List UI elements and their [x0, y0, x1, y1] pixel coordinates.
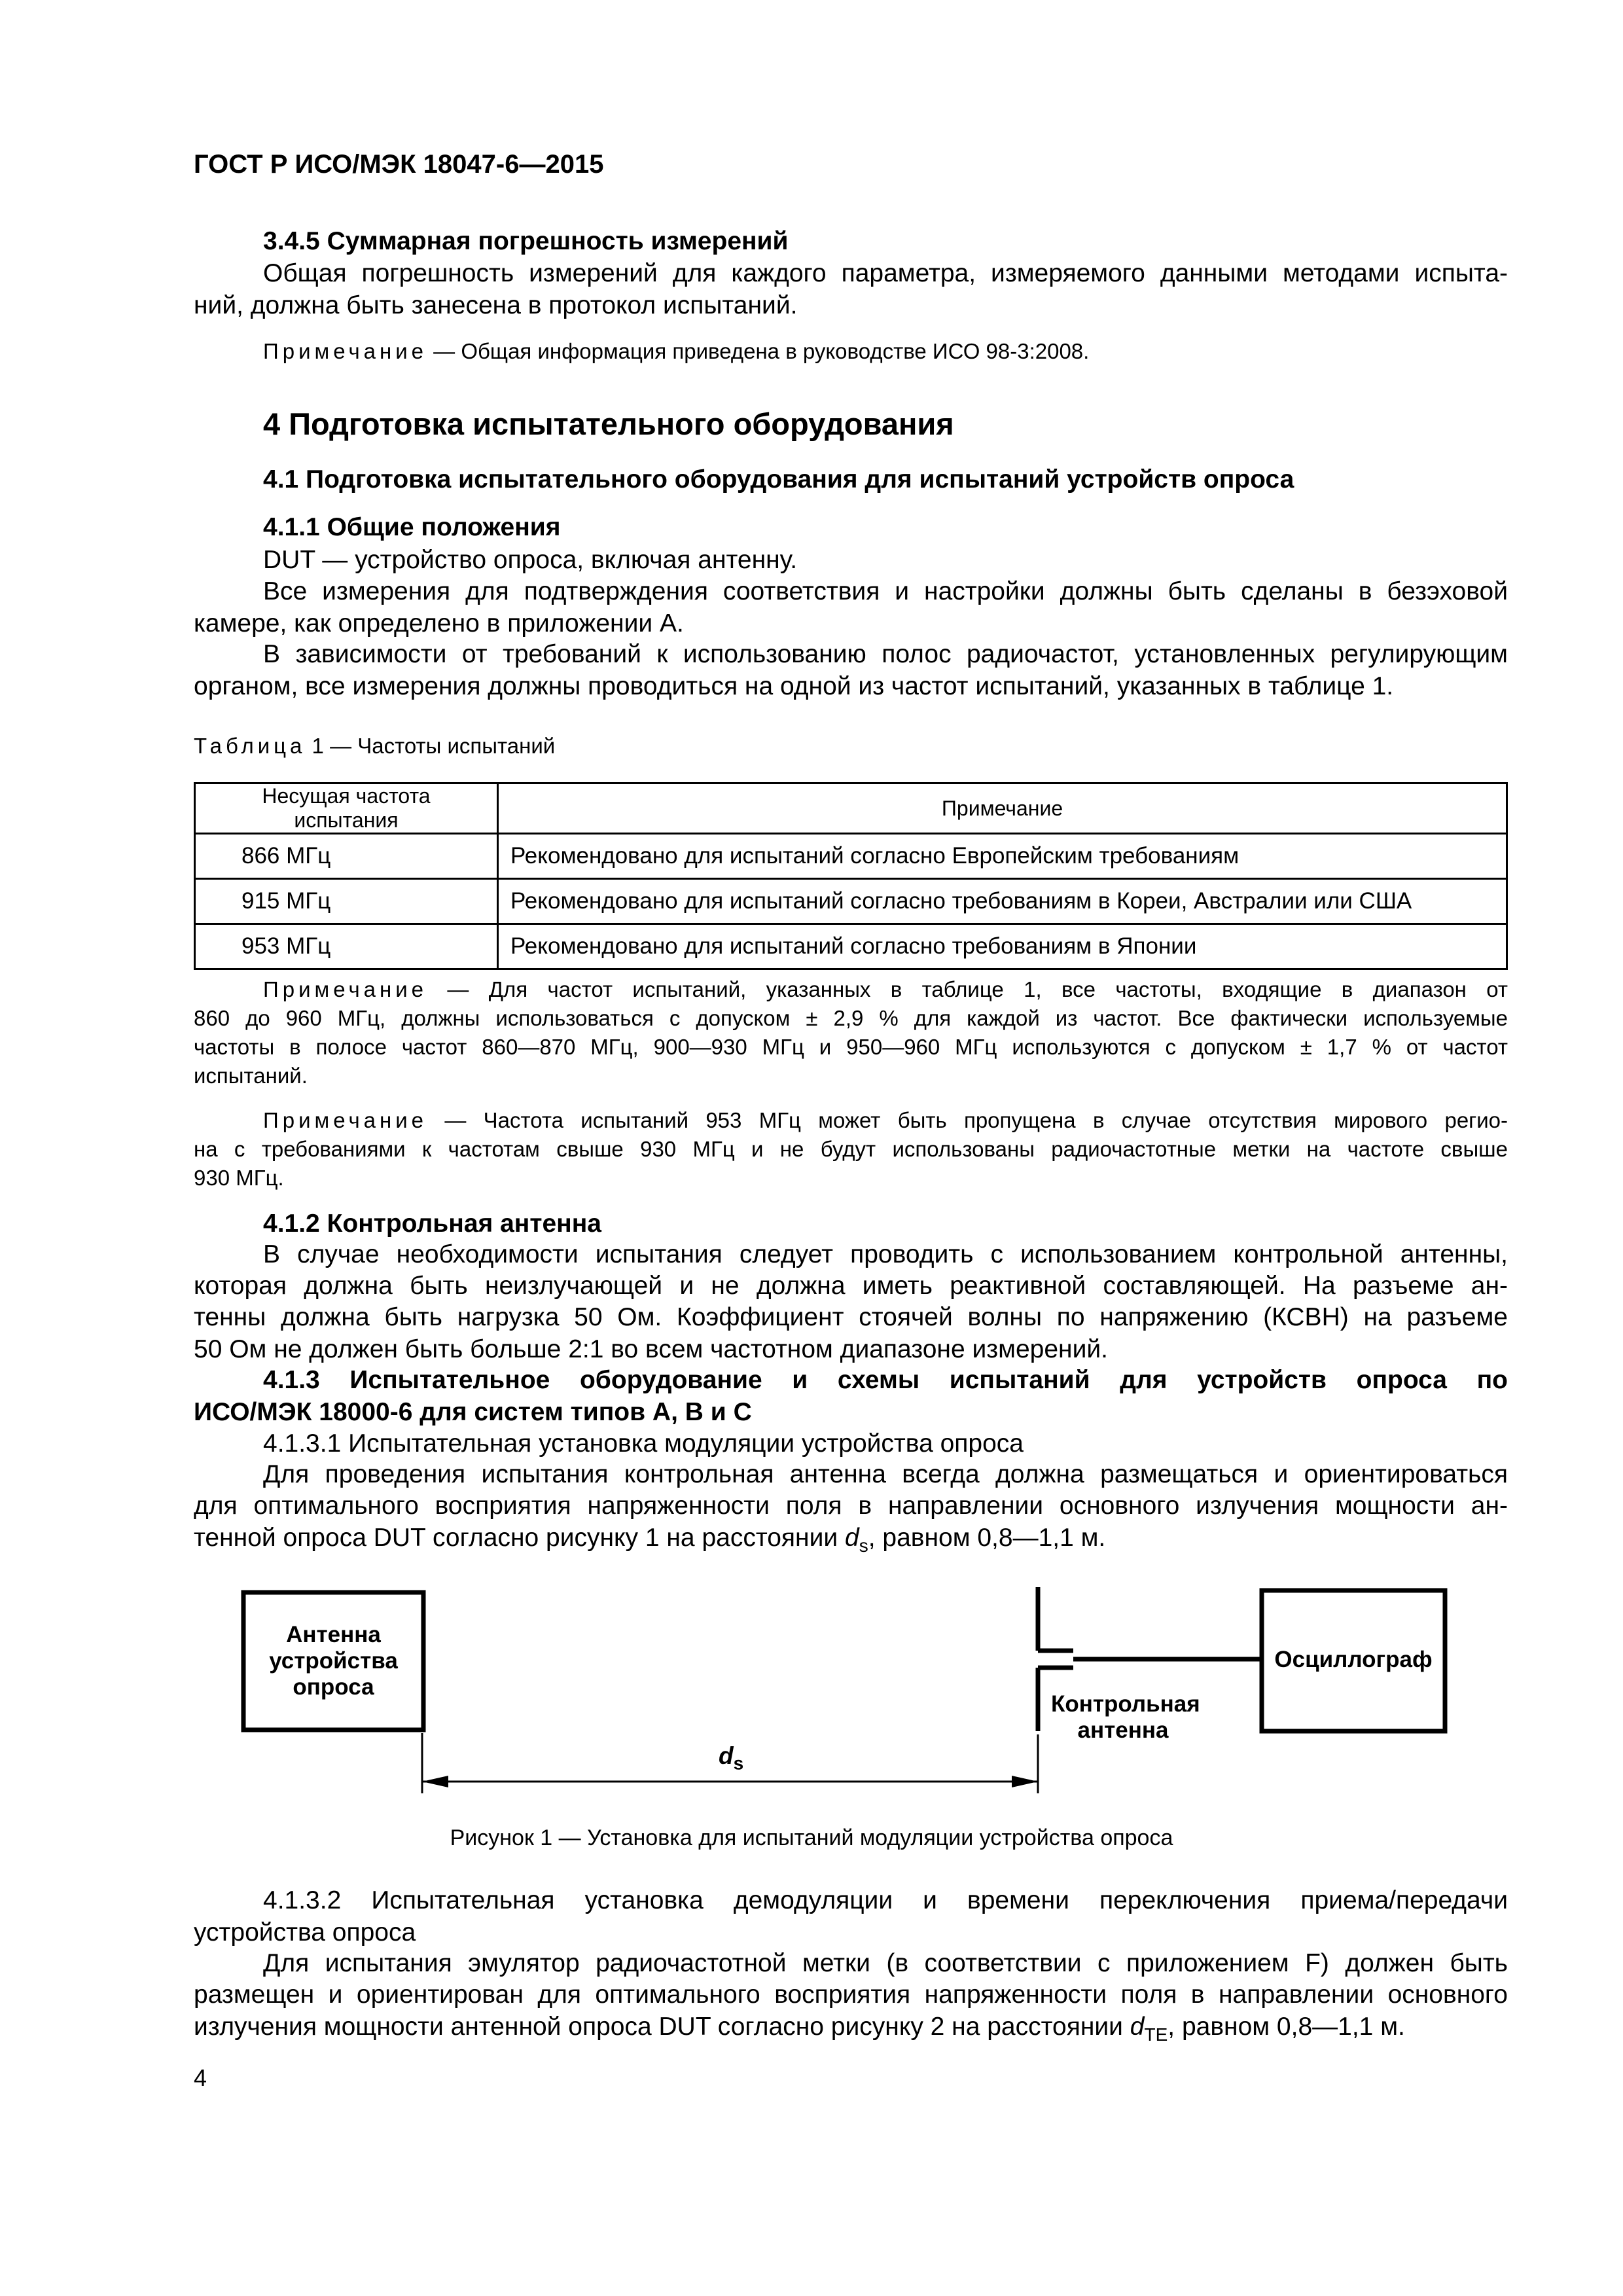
section-4-heading: 4 Подготовка испытательного оборудования — [263, 406, 954, 441]
distance-subscript: s — [733, 1753, 744, 1774]
note-label: Примечание — [263, 339, 428, 363]
text-run: излучения мощности антенной опроса DUT согласно рисунку 2 на расстоянии — [194, 2013, 1130, 2041]
oscilloscope-label: Осциллограф — [1274, 1647, 1433, 1672]
section-4-1-heading: 4.1 Подготовка испытательного оборудования для испытаний устройств опроса — [263, 465, 1294, 493]
paragraph-line: DUT — устройство опроса, включая антенну. — [263, 546, 798, 574]
label-line: Контрольная — [1051, 1691, 1200, 1717]
paragraph-line: В зависимости от требований к использованию полос радиочастот, установленных регулирующим — [263, 640, 1508, 668]
section-3-4-5-heading: 3.4.5 Суммарная погрешность измерений — [263, 227, 789, 255]
paragraph-line: В случае необходимости испытания следует проводить с использованием контрольной антенны, — [263, 1240, 1508, 1268]
paragraph-line: Все измерения для подтверждения соответствия и настройки должны быть сделаны в безэховой — [263, 577, 1508, 605]
paragraph-line: ний, должна быть занесена в протокол испытаний. — [194, 291, 798, 319]
note-text: — Общая информация приведена в руководстве ИСО 98-3:2008. — [427, 339, 1090, 363]
table-cell: 953 МГц — [195, 924, 498, 969]
paragraph-line: камере, как определено в приложении А. — [194, 609, 684, 637]
section-4-1-3-1-heading: 4.1.3.1 Испытательная установка модуляции устройства опроса — [263, 1429, 1024, 1458]
note-label: Примечание — [263, 977, 428, 1001]
paragraph-line: 50 Ом не должен быть больше 2:1 во всем частотном диапазоне измерений. — [194, 1335, 1108, 1363]
table-caption-label: Таблица — [194, 734, 306, 758]
note-label: Примечание — [263, 1108, 428, 1132]
paragraph-line: Для проведения испытания контрольная антенна всегда должна размещаться и ориентироваться — [263, 1460, 1508, 1488]
table-cell: Рекомендовано для испытаний согласно Европейским требованиям — [498, 834, 1507, 879]
paragraph-line: для оптимального восприятия напряженности поля в направлении основного излучения мощности ан- — [194, 1492, 1508, 1520]
interrogator-antenna-label — [250, 1622, 417, 1700]
note-text: — Для частот испытаний, указанных в таблице 1, все частоты, входящие в диапазон от — [427, 977, 1508, 1001]
distance-variable: d — [719, 1742, 734, 1769]
reference-antenna-label — [1051, 1691, 1200, 1744]
section-4-1-3-2-heading: 4.1.3.2 Испытательная установка демодуляции и времени переключения приема/передачи — [263, 1886, 1508, 1914]
distance-subscript: s — [859, 1535, 868, 1556]
section-4-1-3-heading: 4.1.3 Испытательное оборудование и схемы испытаний для устройств опроса по — [263, 1366, 1508, 1394]
note-text: — Частота испытаний 953 МГц может быть пропущена в случае отсутствия мирового регио- — [427, 1108, 1508, 1132]
table-cell: Рекомендовано для испытаний согласно требованиям в Кореи, Австралии или США — [498, 879, 1507, 924]
distance-variable: d — [1130, 2013, 1145, 2041]
note-1-line: испытаний. — [194, 1064, 308, 1088]
note-2-line: 930 МГц. — [194, 1166, 284, 1190]
table-cell: 866 МГц — [195, 834, 498, 879]
paragraph-line: Общая погрешность измерений для каждого параметра, измеряемого данными методами испыта- — [263, 259, 1508, 287]
section-4-1-3-2-heading-cont: устройства опроса — [194, 1918, 416, 1946]
label-line: опроса — [293, 1674, 374, 1700]
paragraph-line: которая должна быть неизлучающей и не должна иметь реактивной составляющей. На разъеме ан- — [194, 1272, 1508, 1300]
paragraph-line: размещен и ориентирован для оптимального восприятия напряженности поля в направлении основного — [194, 1981, 1508, 2009]
distance-subscript: TE — [1144, 2024, 1168, 2045]
document-header: ГОСТ Р ИСО/МЭК 18047-6—2015 — [194, 150, 604, 179]
note-1-line: частоты в полосе частот 860—870 МГц, 900—930 МГц и 950—960 МГц используются с допуском ± 1,7 % от частот — [194, 1035, 1508, 1059]
text-run: тенной опроса DUT согласно рисунку 1 на расстоянии — [194, 1524, 845, 1552]
table-header-cell: Несущая частота испытания — [195, 783, 498, 834]
text-run: , равном 0,8—1,1 м. — [868, 1524, 1106, 1552]
note-2-line: на с требованиями к частотам свыше 930 МГц и не будут использованы радиочастотные метки на частоте свыше — [194, 1137, 1508, 1161]
label-line: Антенна — [286, 1622, 381, 1647]
section-4-1-2-heading: 4.1.2 Контрольная антенна — [263, 1210, 601, 1238]
arrow-right-icon — [1012, 1776, 1038, 1787]
paragraph-line: тенны должна быть нагрузка 50 Ом. Коэффициент стоячей волны по напряжению (КСВН) на разъеме — [194, 1303, 1508, 1331]
section-4-1-1-heading: 4.1.1 Общие положения — [263, 513, 561, 541]
figure-caption: Рисунок 1 — Установка для испытаний модуляции устройства опроса — [450, 1825, 1173, 1850]
label-line: устройства — [269, 1648, 398, 1674]
paragraph-line — [194, 2011, 1405, 2051]
table-cell: 915 МГц — [195, 879, 498, 924]
table-caption-text: 1 — Частоты испытаний — [306, 734, 556, 758]
table-header-cell: Примечание — [498, 783, 1507, 834]
label-line: антенна — [1077, 1717, 1169, 1743]
table-cell: Рекомендовано для испытаний согласно требованиям в Японии — [498, 924, 1507, 969]
distance-label — [719, 1742, 743, 1774]
paragraph-line: Для испытания эмулятор радиочастотной метки (в соответствии с приложением F) должен быть — [263, 1949, 1508, 1977]
text-run: , равном 0,8—1,1 м. — [1168, 2013, 1405, 2041]
note-1-line: 860 до 960 МГц, должны использоваться с допуском ± 2,9 % для каждой из частот. Все фактически используемые — [194, 1006, 1508, 1030]
section-4-1-3-heading-cont: ИСО/МЭК 18000-6 для систем типов А, В и С — [194, 1398, 752, 1426]
distance-variable: d — [845, 1524, 859, 1552]
page-number: 4 — [194, 2064, 207, 2091]
arrow-left-icon — [422, 1776, 448, 1787]
paragraph-line: органом, все измерения должны проводиться на одной из частот испытаний, указанных в таблице 1. — [194, 672, 1394, 700]
